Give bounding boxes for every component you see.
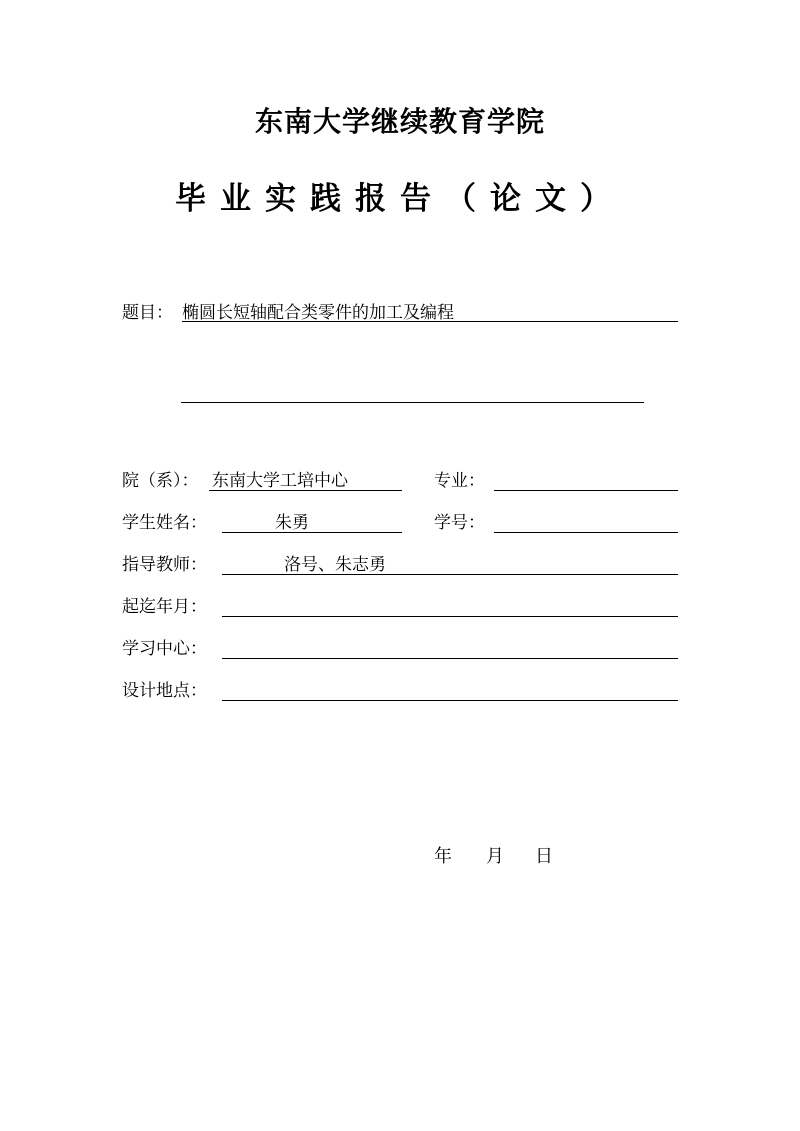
study-center-row — [122, 634, 678, 658]
student-row — [122, 508, 678, 532]
major-label: 专业： — [434, 471, 485, 491]
student-id-field — [494, 508, 678, 533]
design-location-label: 设计地点： — [122, 681, 207, 701]
advisor-row — [122, 550, 678, 574]
period-field — [222, 592, 678, 617]
subject-row — [122, 298, 678, 322]
subject-underline — [182, 321, 678, 322]
subject-label: 题目： — [122, 303, 173, 323]
major-field — [494, 466, 678, 491]
date-year: 年 — [434, 846, 452, 867]
student-name-field — [222, 508, 402, 533]
period-label: 起迄年月： — [122, 597, 207, 617]
student-name-value: 朱勇 — [275, 513, 309, 533]
study-center-field — [222, 634, 678, 659]
design-location-row — [122, 676, 678, 700]
design-location-field — [222, 676, 678, 701]
subject-continuation-line — [181, 402, 644, 403]
report-title: 毕业实践报告（论文） — [175, 181, 625, 217]
department-major-row — [122, 466, 678, 490]
student-id-label: 学号： — [434, 513, 485, 533]
period-row — [122, 592, 678, 616]
advisor-label: 指导教师： — [122, 555, 207, 575]
department-label: 院（系）： — [122, 471, 199, 491]
department-field — [209, 466, 402, 491]
subject-value: 椭圆长短轴配合类零件的加工及编程 — [182, 303, 454, 323]
school-title: 东南大学继续教育学院 — [254, 105, 545, 138]
advisor-value: 洛号、朱志勇 — [284, 555, 386, 575]
advisor-field — [222, 550, 678, 575]
date-day: 日 — [535, 846, 553, 867]
date-month: 月 — [486, 846, 504, 867]
department-value: 东南大学工培中心 — [212, 471, 348, 491]
study-center-label: 学习中心： — [122, 639, 207, 659]
student-name-label: 学生姓名： — [122, 513, 207, 533]
